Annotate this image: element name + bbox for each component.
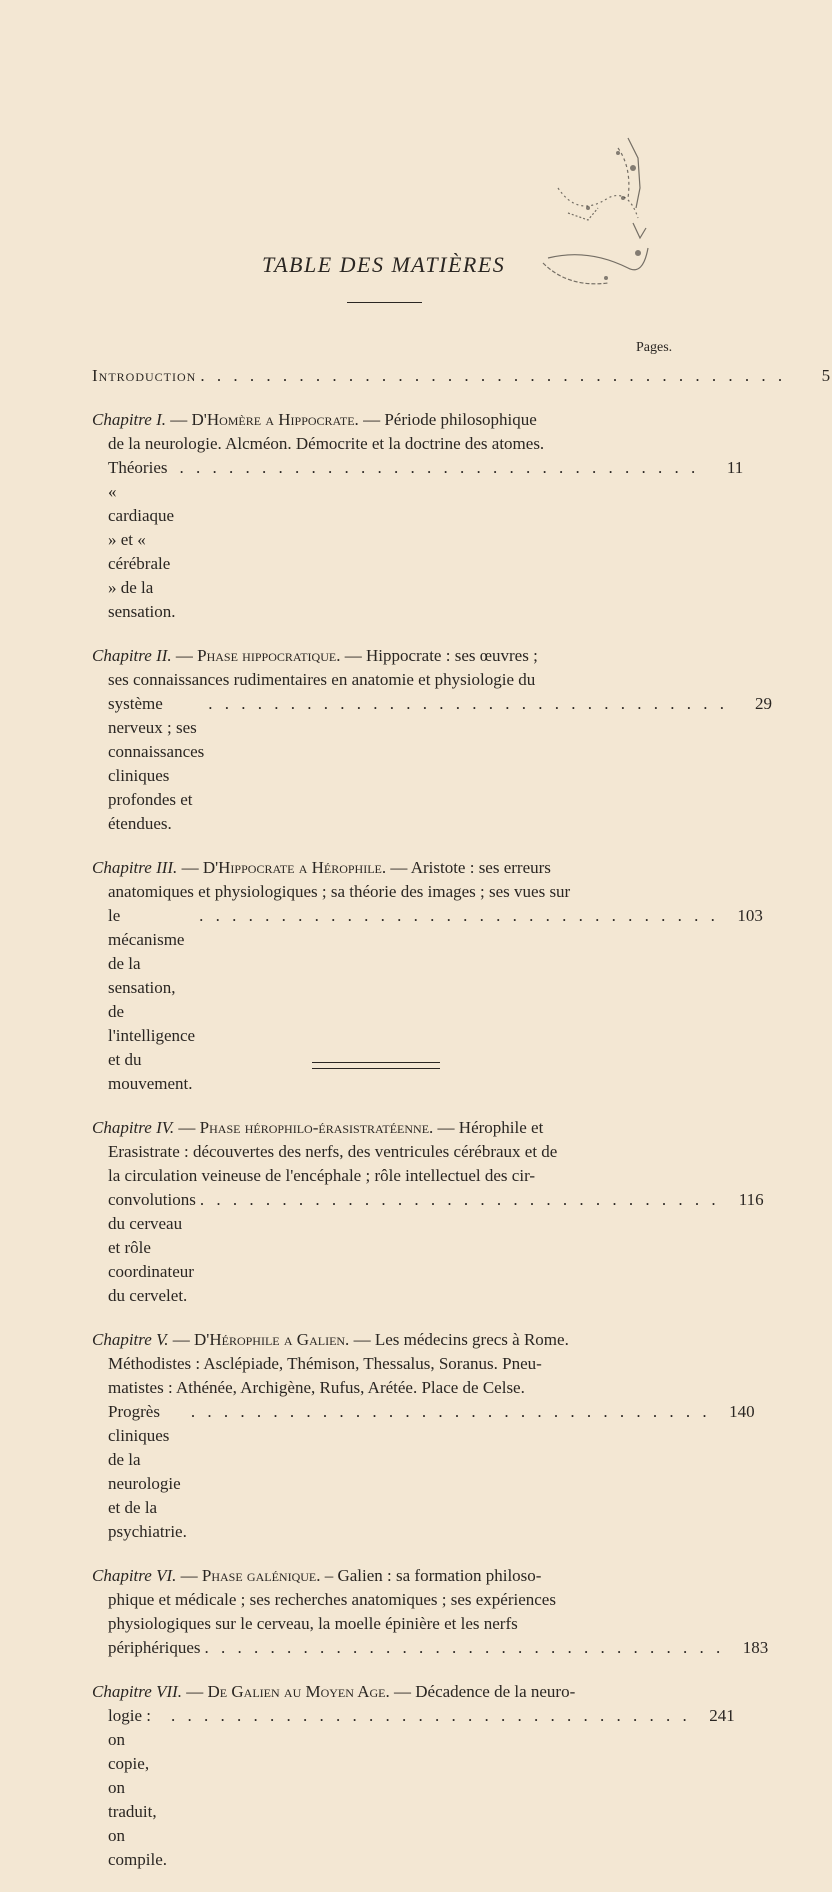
toc-entry-chapter: [92, 644, 773, 836]
chapter-label: Chapitre VI.: [92, 1566, 177, 1585]
page-number: 183: [742, 1638, 769, 1657]
chapter-heading: D'Hippocrate a Hérophile.: [202, 858, 387, 877]
chapter-line: — Décadence de la neuro-: [389, 1682, 576, 1701]
chapter-line: anatomiques et physiologiques ; sa théorie des images ; ses vues sur: [108, 882, 571, 901]
toc-line: [92, 364, 831, 388]
chapter-first-line: Chapitre III. — D'Hippocrate a Hérophile. — Aristote : ses erreurs: [92, 858, 551, 877]
chapter-label: Chapitre IV.: [92, 1118, 175, 1137]
chapter-heading: De Galien au Moyen Age.: [207, 1682, 390, 1701]
chapter-line: logie : on copie, on traduit, on compile.: [108, 1706, 168, 1869]
chapter-label: Chapitre VII.: [92, 1682, 183, 1701]
chapter-line: Méthodistes : Asclépiade, Thémison, Thessalus, Soranus. Pneu-: [108, 1354, 542, 1373]
toc-line: [92, 456, 744, 624]
toc-entry-chapter: [92, 856, 763, 1096]
chapter-first-line: Chapitre IV. — Phase hérophilo-érasistratéenne. — Hérophile et: [92, 1118, 544, 1137]
chapter-line: convolutions du cerveau et rôle coordinateur du cervelet.: [108, 1190, 196, 1305]
dot-leader: . . . . . . . . . . . . . . . . . . . . . . . . . . . . . . . .: [199, 1190, 720, 1209]
toc-line: [92, 1400, 755, 1544]
page-number: 103: [737, 906, 763, 925]
chapter-line: périphériques: [108, 1638, 201, 1657]
dot-leader: . . . . . . . . . . . . . . . . . . . . . . . . . . . . . . . .: [179, 458, 700, 477]
chapter-line: ses connaissances rudimentaires en anatomie et physiologie du: [108, 670, 536, 689]
chapter-heading: D'Homère a Hippocrate.: [191, 410, 359, 429]
dot-leader: . . . . . . . . . . . . . . . . . . . . . . . . . . . . . . . .: [204, 1638, 725, 1657]
toc-line: [92, 1704, 735, 1872]
chapter-label: Chapitre II.: [92, 646, 172, 665]
title-divider: [347, 302, 422, 303]
chapter-line: — Les médecins grecs à Rome.: [349, 1330, 569, 1349]
dot-leader: . . . . . . . . . . . . . . . . . . . . . . . . . . . . . . . . . . . .: [200, 366, 787, 385]
chapter-first-line: Chapitre VII. — De Galien au Moyen Age. — Décadence de la neuro-: [92, 1682, 576, 1701]
page-number: 29: [755, 694, 773, 713]
page-number: 140: [729, 1402, 755, 1421]
dot-leader: . . . . . . . . . . . . . . . . . . . . . . . . . . . . . . . .: [208, 694, 729, 713]
chapter-line: physiologiques sur le cerveau, la moelle épinière et les nerfs: [108, 1614, 518, 1633]
chapter-line: système nerveux ; ses connaissances cliniques profondes et étendues.: [108, 694, 205, 833]
end-rule-top: [312, 1062, 440, 1063]
chapter-first-line: Chapitre V. — D'Hérophile a Galien. — Les médecins grecs à Rome.: [92, 1330, 569, 1349]
chapter-first-line: Chapitre II. — Phase hippocratique. — Hippocrate : ses œuvres ;: [92, 646, 538, 665]
toc-entry-chapter: [92, 1680, 735, 1872]
pages-column-label: Pages.: [636, 340, 673, 355]
chapter-label: Chapitre I.: [92, 410, 166, 429]
page-number: 5: [821, 366, 831, 385]
page-number: 116: [738, 1190, 764, 1209]
page-number: 241: [709, 1706, 735, 1725]
chapter-line: Erasistrate : découvertes des nerfs, des ventricules cérébraux et de: [108, 1142, 558, 1161]
page-title: TABLE DES MATIÈRES: [262, 252, 506, 277]
chapter-first-line: Chapitre VI. — Phase galénique. – Galien : sa formation philoso-: [92, 1566, 542, 1585]
chapter-line: de la neurologie. Alcméon. Démocrite et la doctrine des atomes.: [108, 434, 545, 453]
toc-entry-chapter: [92, 1564, 769, 1660]
chapter-line: — Hippocrate : ses œuvres ;: [340, 646, 538, 665]
chapter-heading: D'Hérophile a Galien.: [194, 1330, 350, 1349]
toc-entry-chapter: [92, 1116, 764, 1308]
chapter-label: Chapitre V.: [92, 1330, 169, 1349]
entry-title: Introduction: [92, 366, 197, 385]
chapter-line: — Hérophile et: [433, 1118, 544, 1137]
chapter-line: phique et médicale ; ses recherches anatomiques ; ses expériences: [108, 1590, 556, 1609]
toc-line: [92, 692, 773, 836]
chapter-heading: Phase galénique.: [201, 1566, 321, 1585]
chapter-line: la circulation veineuse de l'encéphale ; rôle intellectuel des cir-: [108, 1166, 536, 1185]
toc-entry-chapter: [92, 1328, 755, 1544]
dot-leader: . . . . . . . . . . . . . . . . . . . . . . . . . . . . . . . .: [171, 1706, 691, 1725]
page-number: 11: [726, 458, 744, 477]
chapter-list: [92, 408, 773, 1872]
toc-entry-chapter: [92, 408, 744, 624]
chapter-line: le mécanisme de la sensation, de l'intelligence et du mouvement.: [108, 906, 196, 1093]
dot-leader: . . . . . . . . . . . . . . . . . . . . . . . . . . . . . . . .: [199, 906, 719, 925]
chapter-line: — Période philosophique: [358, 410, 537, 429]
library-stamp: [528, 128, 668, 308]
chapter-line: Théories « cardiaque » et « cérébrale » de la sensation.: [108, 458, 176, 621]
chapter-line: – Galien : sa formation philoso-: [320, 1566, 542, 1585]
dot-leader: . . . . . . . . . . . . . . . . . . . . . . . . . . . . . . . .: [190, 1402, 711, 1421]
chapter-heading: Phase hérophilo-érasistratéenne.: [199, 1118, 434, 1137]
chapter-first-line: Chapitre I. — D'Homère a Hippocrate. — Période philosophique: [92, 410, 537, 429]
toc-line: [92, 1188, 764, 1308]
chapter-line: matistes : Athénée, Archigène, Rufus, Arétée. Place de Celse.: [108, 1378, 525, 1397]
chapter-line: — Aristote : ses erreurs: [386, 858, 551, 877]
toc-entry-introduction: [92, 364, 831, 388]
toc-line: [92, 1636, 769, 1660]
table-of-contents: [92, 364, 831, 1892]
chapter-heading: Phase hippocratique.: [197, 646, 341, 665]
chapter-line: Progrès cliniques de la neurologie et de la psychiatrie.: [108, 1402, 187, 1541]
chapter-label: Chapitre III.: [92, 858, 178, 877]
end-rule-bottom: [312, 1068, 440, 1069]
